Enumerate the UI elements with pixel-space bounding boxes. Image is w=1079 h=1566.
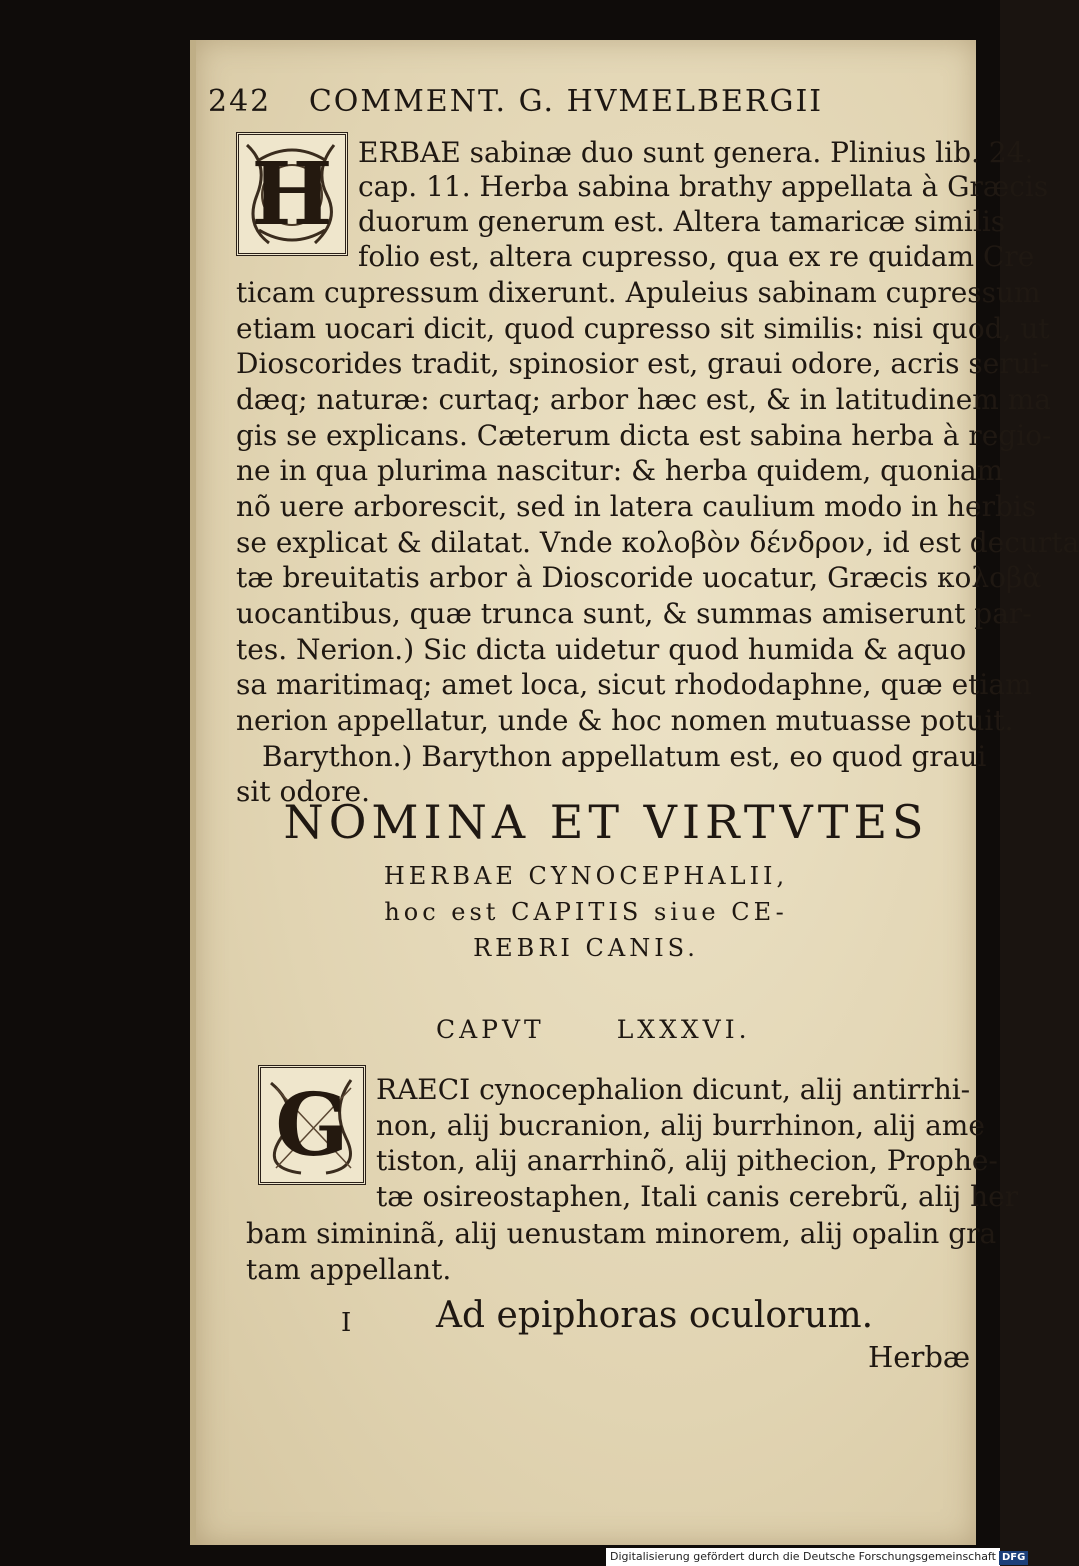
chapter-subtitle-line: REBRI CANIS.	[473, 934, 699, 962]
text-line: tam appellant.	[246, 1253, 452, 1286]
text-line: ticam cupressum dixerunt. Apuleius sabinam cupressum	[236, 276, 1041, 309]
text-line: sit odore.	[236, 775, 370, 808]
text-line: nerion appellatur, unde & hoc nomen mutuasse potuit.	[236, 704, 1014, 737]
book-page	[190, 40, 1079, 1545]
initial-letter: H	[251, 143, 333, 245]
initial-letter: G	[275, 1074, 349, 1176]
caput-label: CAPVT	[436, 1015, 545, 1044]
caput-heading	[436, 1015, 751, 1044]
text-line: nõ uere arborescit, sed in latera caulium modo in herbis	[236, 490, 1037, 523]
text-line: sa maritimaq; amet loca, sicut rhododaphne, quæ etiam	[236, 668, 1032, 701]
chapter-subtitle-line: HERBAE CYNOCEPHALII,	[383, 862, 789, 890]
text-line: tæ osireostaphen, Itali canis cerebrũ, alij her	[376, 1180, 1019, 1213]
chapter-subtitle-line: hoc est CAPITIS siue CE-	[384, 898, 788, 926]
text-line: tes. Nerion.) Sic dicta uidetur quod humida & aquo	[236, 633, 967, 666]
text-line: ne in qua plurima nascitur: & herba quidem, quoniam	[236, 454, 1004, 487]
text-line: dæq; naturæ: curtaq; arbor hæc est, & in latitudinem ma	[236, 383, 1051, 416]
text-line: cap. 11. Herba sabina brathy appellata à Græcis	[358, 170, 1049, 203]
text-line: gis se explicans. Cæterum dicta est sabina herba à regio-	[236, 419, 1052, 452]
text-line: ERBAE sabinæ duo sunt genera. Plinius lib. 24.	[358, 136, 1034, 169]
text-line: RAECI cynocephalion dicunt, alij antirrhi-	[376, 1073, 971, 1106]
decorated-initial-h	[236, 132, 348, 256]
decorated-initial-g	[258, 1065, 366, 1185]
text-line: duorum generum est. Altera tamaricæ similis	[358, 205, 1006, 238]
digitization-footer	[606, 1548, 1026, 1566]
text-line: Barython.) Barython appellatum est, eo quod graui	[262, 740, 987, 773]
text-line: Dioscorides tradit, spinosior est, graui odore, acris serui-	[236, 347, 1050, 380]
text-line: tiston, alij anarrhinõ, alij pithecion, Prophe-	[376, 1144, 998, 1177]
text-line: tæ breuitatis arbor à Dioscoride uocatur, Græcis κολοβὰ	[236, 561, 1042, 594]
caput-number: LXXXVI.	[616, 1015, 751, 1044]
remedy-title: Ad epiphoras oculorum.	[436, 1295, 874, 1336]
running-head	[208, 84, 868, 119]
remedy-number: I	[341, 1308, 352, 1338]
text-line: non, alij bucranion, alij burrhinon, alij ame	[376, 1109, 985, 1142]
dfg-logo-icon: DFG	[999, 1551, 1028, 1565]
text-line: bam simininã, alij uenustam minorem, alij opalin gra	[246, 1217, 997, 1250]
catchword: Herbæ	[868, 1340, 971, 1374]
chapter-title: NOMINA ET VIRTVTES	[283, 795, 929, 849]
text-line: uocantibus, quæ trunca sunt, & summas amiserunt par-	[236, 597, 1032, 630]
text-line: folio est, altera cupresso, qua ex re quidam Cre	[358, 240, 1035, 273]
page-number: 242	[208, 84, 272, 119]
text-line: etiam uocari dicit, quod cupresso sit similis: nisi quod, ut	[236, 312, 1050, 345]
text-line: se explicat & dilatat. Vnde κολοβὸν δένδρον, id est decurta	[236, 526, 1079, 559]
footer-text: Digitalisierung gefördert durch die Deutsche Forschungsgemeinschaft	[610, 1550, 996, 1563]
running-head-title: COMMENT. G. HVMELBERGII	[308, 84, 824, 119]
